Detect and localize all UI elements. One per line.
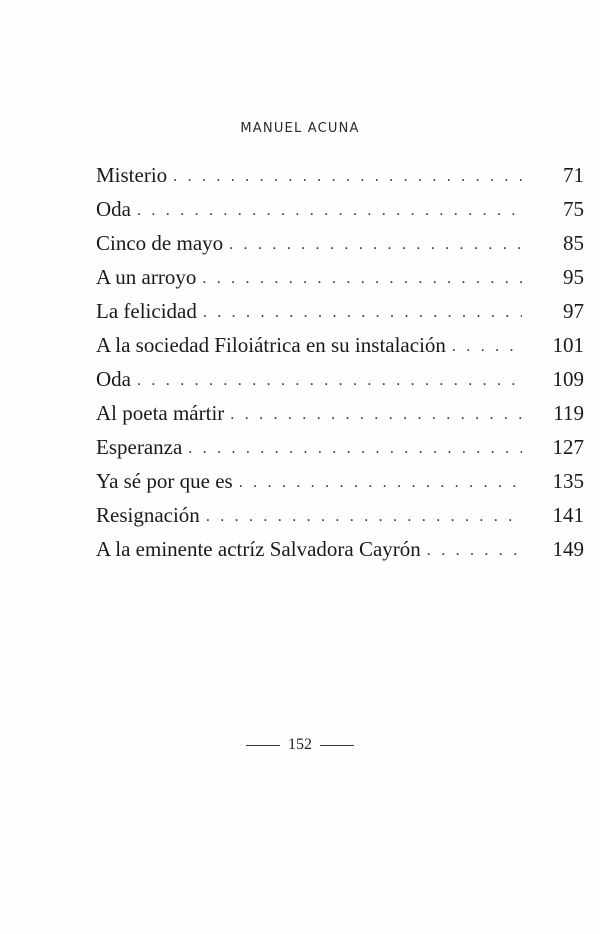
toc-entry (96, 260, 584, 294)
toc-entry-page: 101 (552, 333, 584, 357)
toc-entry-title: A la sociedad Filoiátrica en su instalación (96, 333, 446, 357)
toc-entry-page: 149 (552, 537, 584, 561)
toc-entry-page: 95 (563, 265, 584, 289)
toc-entry-page: 75 (563, 197, 584, 221)
toc-entry-title: A la eminente actríz Salvadora Cayrón (96, 537, 421, 561)
dot-leader (229, 230, 522, 260)
dot-leader (137, 366, 522, 396)
toc-entry-title: La felicidad (96, 299, 197, 323)
toc-entry-title: Al poeta mártir (96, 401, 225, 425)
toc-entry-title: A un arroyo (96, 265, 197, 289)
folio-dash-left (246, 745, 280, 746)
toc-entry (96, 294, 584, 328)
toc-entry-title: Cinco de mayo (96, 231, 224, 255)
toc-entry (96, 430, 584, 464)
page-number: 152 (288, 736, 312, 753)
table-of-contents (96, 158, 584, 566)
toc-entry (96, 192, 584, 226)
dot-leader (230, 400, 522, 430)
dot-leader (137, 196, 522, 226)
toc-entry-page: 109 (552, 367, 584, 391)
toc-entry (96, 498, 584, 532)
toc-entry-page: 97 (563, 299, 584, 323)
running-head: MANUEL ACUNA (240, 121, 360, 136)
dot-leader (202, 264, 522, 294)
folio-dash-right (320, 745, 354, 746)
dot-leader (188, 434, 522, 464)
dot-leader (452, 332, 522, 362)
page-folio (0, 736, 600, 754)
dot-leader (239, 468, 522, 498)
toc-entry-page: 71 (563, 163, 584, 187)
toc-entry-title: Oda (96, 367, 131, 391)
dot-leader (427, 536, 522, 566)
toc-entry-page: 127 (552, 435, 584, 459)
toc-entry (96, 532, 584, 566)
toc-entry-title: Misterio (96, 163, 168, 187)
dot-leader (203, 298, 522, 328)
toc-entry-page: 85 (563, 231, 584, 255)
toc-entry-page: 119 (553, 401, 584, 425)
toc-entry-page: 141 (552, 503, 584, 527)
toc-entry (96, 396, 584, 430)
toc-entry-title: Esperanza (96, 435, 183, 459)
toc-entry (96, 226, 584, 260)
toc-entry-title: Ya sé por que es (96, 469, 233, 493)
toc-entry (96, 158, 584, 192)
toc-entry (96, 328, 584, 362)
dot-leader (173, 162, 522, 192)
dot-leader (206, 502, 522, 532)
toc-entry (96, 362, 584, 396)
toc-entry (96, 464, 584, 498)
toc-entry-title: Oda (96, 197, 131, 221)
toc-entry-page: 135 (552, 469, 584, 493)
toc-entry-title: Resignación (96, 503, 200, 527)
